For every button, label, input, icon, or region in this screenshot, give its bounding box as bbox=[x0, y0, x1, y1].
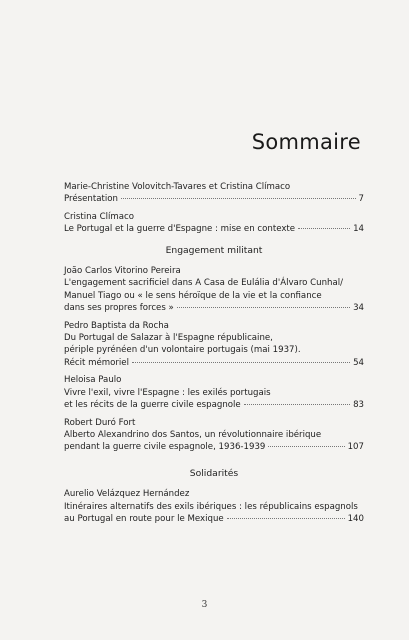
entry-page-number: 54 bbox=[353, 357, 364, 368]
entry-title-line: L'engagement sacrificiel dans A Casa de Eulália d'Álvaro Cunhal/ bbox=[64, 278, 344, 289]
entry-title-line: dans ses propres forces » bbox=[64, 303, 174, 314]
entry-page-number: 140 bbox=[347, 513, 364, 524]
entry-title-line: périple pyrénéen d'un volontaire portugais (mai 1937). bbox=[64, 345, 301, 356]
entry-title-line: Manuel Tiago ou « le sens héroïque de la vie et la confiance bbox=[64, 290, 322, 301]
leader-dots bbox=[132, 362, 350, 363]
entry-page-number: 14 bbox=[353, 224, 364, 235]
leader-dots bbox=[227, 518, 345, 519]
entry-author: João Carlos Vitorino Pereira bbox=[64, 266, 181, 277]
entry-title-line: au Portugal en route pour le Mexique bbox=[64, 513, 224, 524]
entry-title-line: Du Portugal de Salazar à l'Espagne républicaine, bbox=[64, 333, 273, 344]
page-number: 3 bbox=[201, 600, 208, 610]
entry-page-number: 107 bbox=[347, 442, 364, 453]
page-title: Sommaire bbox=[251, 130, 361, 155]
section-heading: Engagement militant bbox=[165, 244, 263, 256]
entry-title-line: Alberto Alexandrino dos Santos, un révolutionnaire ibérique bbox=[64, 429, 322, 440]
leader-dots bbox=[121, 198, 356, 199]
entry-author: Pedro Baptista da Rocha bbox=[64, 320, 169, 331]
leader-dots bbox=[268, 446, 344, 447]
toc-entry bbox=[64, 417, 364, 454]
entry-title-line: et les récits de la guerre civile espagnole bbox=[64, 400, 241, 411]
toc-entry bbox=[64, 320, 364, 370]
entry-title-line: Itinéraires alternatifs des exils ibériques : les républicains espagnols bbox=[64, 501, 358, 512]
toc-entry bbox=[64, 488, 364, 525]
entry-title-line: Le Portugal et la guerre d'Espagne : mise en contexte bbox=[64, 224, 296, 235]
toc-entry bbox=[64, 374, 364, 411]
entry-title-line: Récit mémoriel bbox=[64, 357, 129, 368]
toc-entry bbox=[64, 181, 364, 206]
entry-title-line: Vivre l'exil, vivre l'Espagne : les exilés portugais bbox=[64, 387, 271, 398]
leader-dots bbox=[177, 307, 350, 308]
entry-title-line: pendant la guerre civile espagnole, 1936-1939 bbox=[64, 442, 266, 453]
leader-dots bbox=[244, 404, 350, 405]
entry-author: Heloisa Paulo bbox=[64, 375, 122, 386]
toc-entry bbox=[64, 265, 364, 315]
leader-dots bbox=[298, 228, 350, 229]
table-of-contents bbox=[64, 181, 364, 525]
entry-title-line: Présentation bbox=[64, 194, 118, 205]
section-heading: Solidarités bbox=[189, 467, 239, 479]
entry-author: Robert Duró Fort bbox=[64, 417, 136, 428]
entry-page-number: 7 bbox=[358, 194, 364, 205]
entry-author: Marie-Christine Volovitch-Tavares et Cristina Clímaco bbox=[64, 182, 291, 192]
entry-page-number: 34 bbox=[353, 303, 364, 314]
toc-entry bbox=[64, 211, 364, 236]
entry-author: Aurelio Velázquez Hernández bbox=[64, 489, 190, 500]
entry-page-number: 83 bbox=[353, 400, 364, 411]
entry-author: Cristina Clímaco bbox=[64, 211, 134, 222]
